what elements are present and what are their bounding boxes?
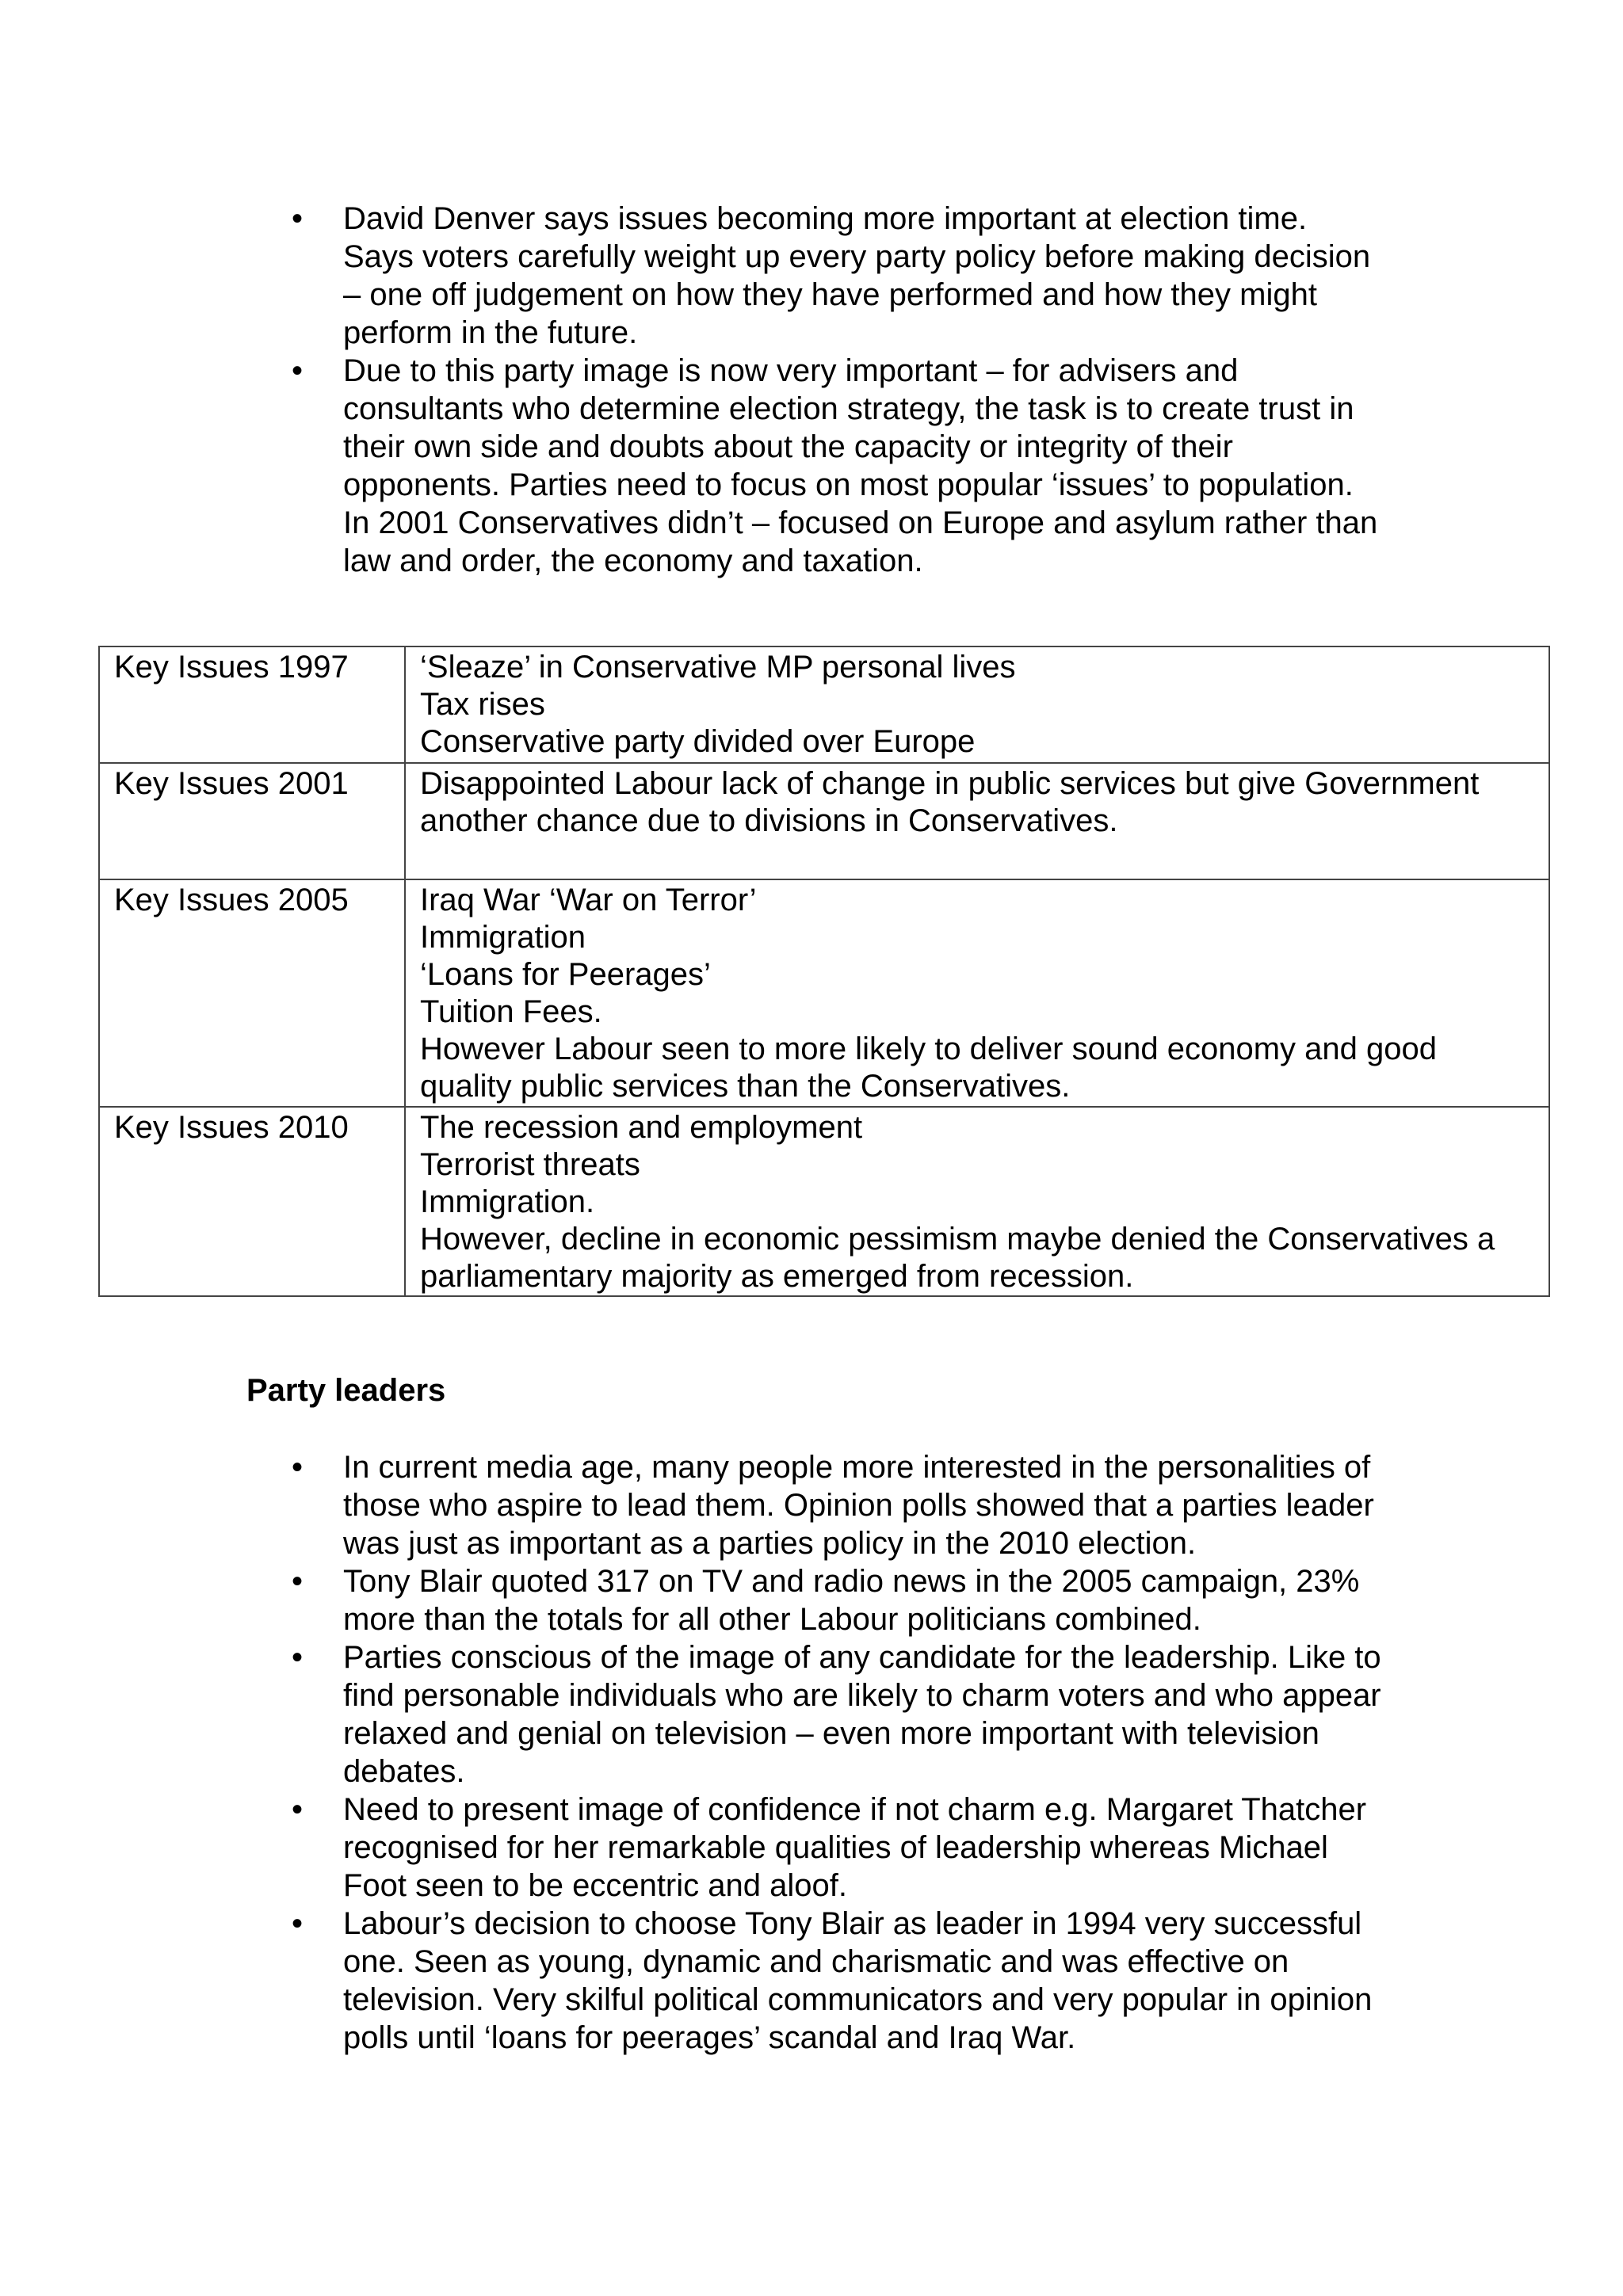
row-content bbox=[405, 763, 1549, 879]
list-item-text: David Denver says issues becoming more important at election time. Says voters carefully weight up every party policy before making decision – one off judgement on how they have performed and how they might perform in the future. bbox=[343, 201, 1371, 350]
bullet-icon: • bbox=[292, 1640, 304, 1675]
table-row bbox=[99, 646, 1549, 763]
list-item-text: Labour’s decision to choose Tony Blair as leader in 1994 very successful one. Seen as young, dynamic and charismatic and was effective on television. Very skilful political communicators and very popular in opinion polls until ‘loans for peerages’ scandal and Iraq War. bbox=[343, 1906, 1373, 2055]
cell-line: Immigration. bbox=[420, 1184, 595, 1219]
table-row bbox=[99, 1107, 1549, 1296]
party-leaders-bullet-list bbox=[292, 1448, 1385, 2057]
cell-line: Disappointed Labour lack of change in public services but give Government another chance due to divisions in Conservatives. bbox=[420, 766, 1480, 838]
list-item bbox=[292, 352, 1385, 580]
bullet-icon: • bbox=[292, 1792, 304, 1827]
bullet-icon: • bbox=[292, 201, 304, 236]
list-item-text: Tony Blair quoted 317 on TV and radio news in the 2005 campaign, 23% more than the totals for all other Labour politicians combined. bbox=[343, 1564, 1360, 1637]
row-label: Key Issues 2005 bbox=[99, 879, 405, 1107]
bullet-icon: • bbox=[292, 1906, 304, 1941]
bullet-icon: • bbox=[292, 1564, 304, 1599]
cell-line: Terrorist threats bbox=[420, 1147, 640, 1182]
table-row bbox=[99, 763, 1549, 879]
list-item-text: Parties conscious of the image of any candidate for the leadership. Like to find personable individuals who are likely to charm voters and who appear relaxed and genial on television – even more important with television debates. bbox=[343, 1640, 1381, 1789]
list-item-text: Due to this party image is now very important – for advisers and consultants who determine election strategy, the task is to create trust in their own side and doubts about the capacity or integrity of their opponents. Parties need to focus on most popular ‘issues’ to population. In 2001 Conservatives didn’t – focused on Europe and asylum rather than law and order, the economy and taxation. bbox=[343, 353, 1378, 578]
cell-line: Tuition Fees. bbox=[420, 994, 602, 1029]
cell-line: ‘Loans for Peerages’ bbox=[420, 957, 711, 992]
list-item bbox=[292, 1448, 1385, 1562]
row-label: Key Issues 2010 bbox=[99, 1107, 405, 1296]
cell-line: Immigration bbox=[420, 920, 586, 955]
list-item-text: In current media age, many people more interested in the personalities of those who aspire to lead them. Opinion polls showed that a parties leader was just as important as a parties policy in the 2010 election. bbox=[343, 1450, 1374, 1561]
cell-line: Conservative party divided over Europe bbox=[420, 724, 976, 759]
list-item bbox=[292, 1791, 1385, 1905]
row-content bbox=[405, 1107, 1549, 1296]
row-content bbox=[405, 646, 1549, 763]
list-item bbox=[292, 200, 1385, 352]
cell-line: Iraq War ‘War on Terror’ bbox=[420, 883, 757, 917]
cell-line: However, decline in economic pessimism maybe denied the Conservatives a parliamentary majority as emerged from recession. bbox=[420, 1222, 1495, 1294]
cell-line: ‘Sleaze’ in Conservative MP personal lives bbox=[420, 650, 1016, 685]
row-label: Key Issues 2001 bbox=[99, 763, 405, 879]
row-content bbox=[405, 879, 1549, 1107]
table-row bbox=[99, 879, 1549, 1107]
cell-line: The recession and employment bbox=[420, 1110, 863, 1145]
bullet-icon: • bbox=[292, 353, 304, 388]
list-item bbox=[292, 1905, 1385, 2057]
cell-line: However Labour seen to more likely to deliver sound economy and good quality public services than the Conservatives. bbox=[420, 1032, 1437, 1104]
row-label: Key Issues 1997 bbox=[99, 646, 405, 763]
section-heading-party-leaders: Party leaders bbox=[246, 1373, 446, 1408]
list-item bbox=[292, 1638, 1385, 1791]
cell-line: Tax rises bbox=[420, 687, 545, 722]
list-item-text: Need to present image of confidence if not charm e.g. Margaret Thatcher recognised for her remarkable qualities of leadership whereas Michael Foot seen to be eccentric and aloof. bbox=[343, 1792, 1367, 1903]
bullet-icon: • bbox=[292, 1450, 304, 1485]
key-issues-table bbox=[98, 646, 1550, 1297]
intro-bullet-list bbox=[292, 200, 1385, 580]
list-item bbox=[292, 1562, 1385, 1638]
